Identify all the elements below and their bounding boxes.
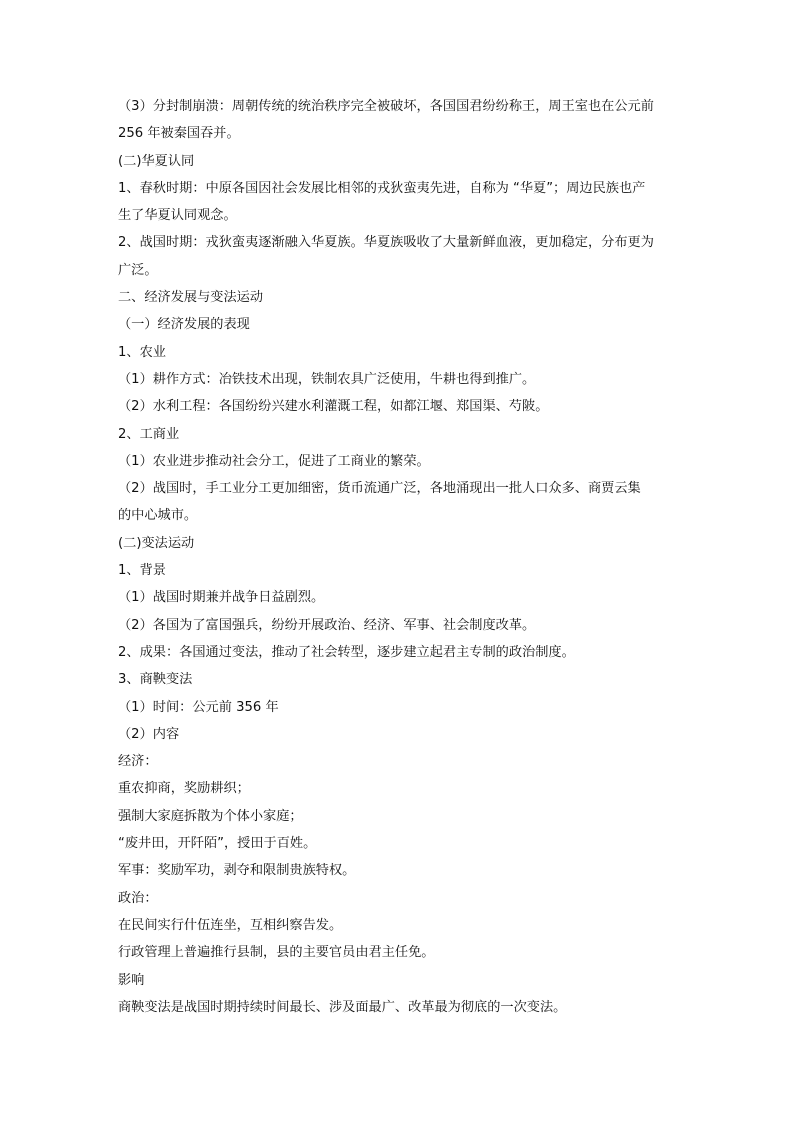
text-line: 重农抑商，奖励耕织；	[118, 781, 250, 797]
text-line: 生了华夏认同观念。	[118, 208, 237, 224]
text-line: （2）内容	[118, 726, 180, 742]
text-line: 广泛。	[118, 262, 158, 278]
text-line: （1）战国时期兼并战争日益剧烈。	[118, 590, 325, 606]
text-line: 1、农业	[118, 344, 166, 360]
text-line: （2）水利工程：各国纷纷兴建水利灌溉工程，如都江堰、郑国渠、芍陂。	[118, 399, 549, 415]
text-line: (二)华夏认同	[118, 153, 195, 169]
text-line: （3）分封制崩溃：周朝传统的统治秩序完全被破坏，各国国君纷纷称王，周王室也在公元前	[118, 99, 654, 114]
text-line: 1、春秋时期：中原各国因社会发展比相邻的戎狄蛮夷先进，自称为 “华夏”；周边民族也产	[118, 180, 646, 196]
text-line: 1、背景	[118, 563, 166, 579]
text-line: 2、成果：各国通过变法，推动了社会转型，逐步建立起君主专制的政治制度。	[118, 644, 575, 660]
document-body	[118, 93, 678, 1021]
text-line: 行政管理上普遍推行县制，县的主要官员由君主任免。	[118, 945, 435, 961]
text-line: 二、经济发展与变法运动	[118, 290, 264, 306]
text-line: （1）农业进步推动社会分工，促进了工商业的繁荣。	[118, 453, 430, 469]
text-line: 2、战国时期：戎狄蛮夷逐渐融入华夏族。华夏族吸收了大量新鲜血液，更加稳定，分布更为	[118, 235, 654, 251]
text-line: “废井田，开阡陌”，授田于百姓。	[118, 836, 317, 852]
text-line: 政治：	[118, 890, 158, 906]
text-line: 2、工商业	[118, 426, 180, 442]
text-line: 军事：奖励军功，剥夺和限制贵族特权。	[118, 863, 356, 879]
text-line: 影响	[118, 972, 145, 988]
text-line: 商鞅变法是战国时期持续时间最长、涉及面最广、改革最为彻底的一次变法。	[118, 999, 567, 1015]
text-line: （一）经济发展的表现	[118, 317, 250, 333]
text-line: 256 年被秦国吞并。	[118, 126, 240, 142]
text-line: 3、商鞅变法	[118, 672, 193, 688]
text-line: 的中心城市。	[118, 508, 198, 524]
text-line: 在民间实行什伍连坐，互相纠察告发。	[118, 917, 343, 933]
text-line: （2）战国时，手工业分工更加细密，货币流通广泛，各地涌现出一批人口众多、商贾云集	[118, 481, 641, 497]
text-line: （1）时间：公元前 356 年	[118, 699, 279, 715]
text-line: （1）耕作方式：冶铁技术出现，铁制农具广泛使用，牛耕也得到推广。	[118, 371, 536, 387]
text-line: (二)变法运动	[118, 535, 195, 551]
text-line: 强制大家庭拆散为个体小家庭；	[118, 808, 303, 824]
text-line: （2）各国为了富国强兵，纷纷开展政治、经济、军事、社会制度改革。	[118, 617, 536, 633]
text-line: 经济：	[118, 754, 158, 770]
